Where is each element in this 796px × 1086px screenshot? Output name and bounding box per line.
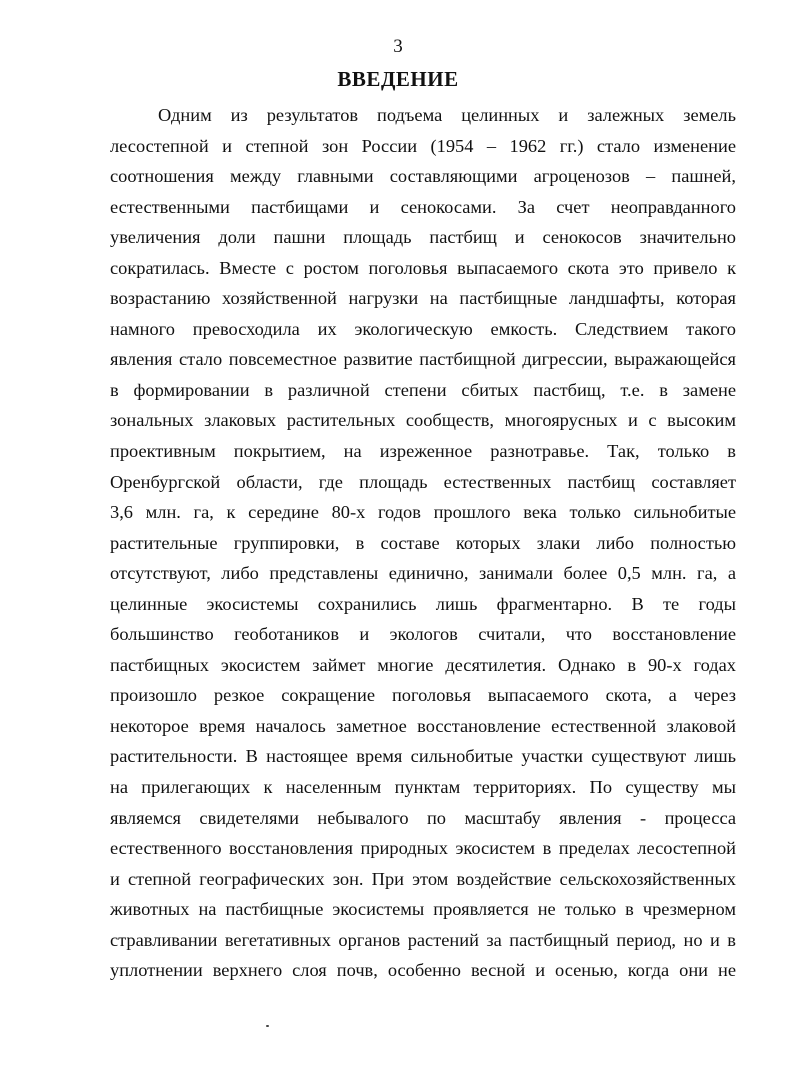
- text-line: Оренбургской области, где площадь естественных пастбищ составляет: [110, 471, 736, 492]
- scan-speck: [266, 1025, 269, 1027]
- text-line: большинство геоботаников и экологов считали, что восстановление: [110, 624, 736, 645]
- text-line: уплотнении верхнего слоя почв, особенно весной и осенью, когда они не: [110, 960, 736, 981]
- text-line: пастбищных экосистем займет многие десятилетия. Однако в 90-х годах: [110, 654, 736, 675]
- text-line: животных на пастбищные экосистемы проявляется не только в чрезмерном: [110, 899, 736, 920]
- text-line: 3,6 млн. га, к середине 80-х годов прошлого века только сильнобитые: [110, 502, 736, 523]
- text-line: являемся свидетелями небывалого по масштабу явления - процесса: [110, 807, 736, 828]
- text-line: целинные экосистемы сохранились лишь фрагментарно. В те годы: [110, 593, 736, 614]
- page-title: ВВЕДЕНИЕ: [337, 67, 459, 91]
- text-line: естественными пастбищами и сенокосами. За счет неоправданного: [110, 196, 736, 217]
- text-line: проективным покрытием, на изреженное разнотравье. Так, только в: [110, 441, 736, 462]
- text-line: естественного восстановления природных экосистем в пределах лесостепной: [110, 838, 736, 859]
- text-line: сократилась. Вместе с ростом поголовья выпасаемого скота это привело к: [110, 257, 736, 278]
- text-line: увеличения доли пашни площадь пастбищ и сенокосов значительно: [110, 227, 736, 248]
- body-paragraph: [110, 100, 736, 986]
- text-line: растительности. В настоящее время сильнобитые участки существуют лишь: [110, 746, 736, 767]
- text-line: возрастанию хозяйственной нагрузки на пастбищные ландшафты, которая: [110, 288, 736, 309]
- text-line: лесостепной и степной зон России (1954 – 1962 гг.) стало изменение: [110, 135, 736, 156]
- text-line: произошло резкое сокращение поголовья выпасаемого скота, а через: [110, 685, 736, 706]
- text-line: некоторое время началось заметное восстановление естественной злаковой: [110, 715, 736, 736]
- text-line: соотношения между главными составляющими агроценозов – пашней,: [110, 166, 736, 187]
- text-line: Одним из результатов подъема целинных и залежных земель: [158, 105, 736, 125]
- text-line: зональных злаковых растительных сообществ, многоярусных и с высоким: [110, 410, 736, 431]
- text-line: стравливании вегетативных органов растений за пастбищный период, но и в: [110, 929, 736, 950]
- text-line: растительные группировки, в составе которых злаки либо полностью: [110, 532, 736, 553]
- text-line: и степной географических зон. При этом воздействие сельскохозяйственных: [110, 868, 736, 889]
- text-line: в формировании в различной степени сбитых пастбищ, т.е. в замене: [110, 379, 736, 400]
- text-line: явления стало повсеместное развитие пастбищной дигрессии, выражающейся: [110, 349, 736, 370]
- page-number: 3: [393, 36, 403, 57]
- text-line: отсутствуют, либо представлены единично, занимали более 0,5 млн. га, а: [110, 563, 736, 584]
- text-line: на прилегающих к населенным пунктам территориях. По существу мы: [110, 777, 736, 798]
- text-line: намного превосходила их экологическую емкость. Следствием такого: [110, 318, 736, 339]
